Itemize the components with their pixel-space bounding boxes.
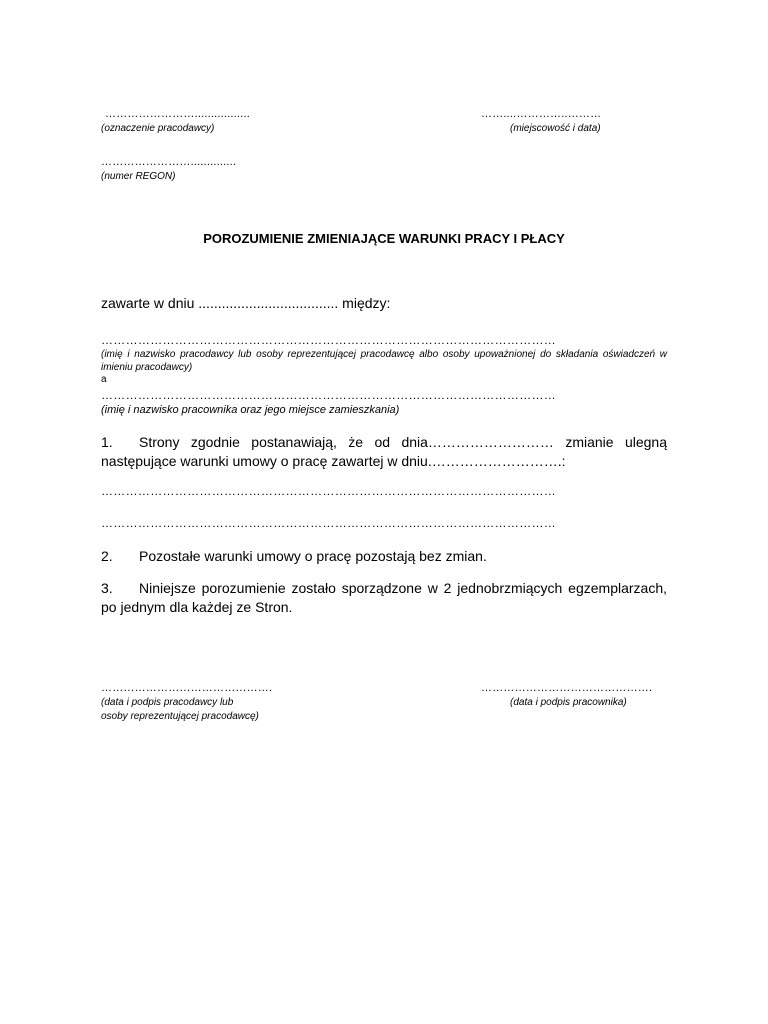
employee-name-caption: (imię i nazwisko pracownika oraz jego miejsce zamieszkania) xyxy=(101,404,400,416)
concluded-date-line: zawarte w dniu .................................... między: xyxy=(101,295,391,311)
blank-line-2: ………………………………………………………………………………………………… xyxy=(101,516,557,530)
employer-designation-dots: ……………………................. xyxy=(105,108,250,120)
employer-signature-dots: ………………………………………. xyxy=(101,682,273,694)
employer-name-dots: ………………………………………………………………………………………………… xyxy=(101,333,557,347)
point-3-text: Niniejsze porozumienie zostało sporządzone w 2 jednobrzmiących egzemplarzach, po jednym dla każdej ze Stron. xyxy=(101,580,667,615)
regon-caption: (numer REGON) xyxy=(101,171,176,182)
place-date-caption: (miejscowość i data) xyxy=(510,123,601,134)
place-date-dots: ……....…………..……… xyxy=(481,108,602,120)
point-1-number: 1. xyxy=(101,434,113,450)
point-3 xyxy=(101,579,667,617)
employee-signature-dots: ………………………………………. xyxy=(481,682,653,694)
employer-designation-caption: (oznaczenie pracodawcy) xyxy=(101,123,215,134)
point-2-number: 2. xyxy=(101,548,113,564)
point-2-text: Pozostałe warunki umowy o pracę pozostają bez zmian. xyxy=(139,548,487,564)
employer-signature-caption-line1: (data i podpis pracodawcy lub xyxy=(101,697,234,708)
employer-name-caption: (imię i nazwisko pracodawcy lub osoby reprezentującej pracodawcę albo osoby upoważnionej do składania oświadczeń w imieniu pracodawcy) xyxy=(101,349,667,373)
point-1-text: Strony zgodnie postanawiają, że od dnia……………………… zmianie ulegną następujące warunki umowy o pracę zawartej w dniu.……………………….: xyxy=(101,434,667,469)
blank-line-1: ………………………………………………………………………………………………… xyxy=(101,484,557,498)
and-label: a xyxy=(101,374,107,385)
employee-signature-caption: (data i podpis pracownika) xyxy=(510,697,627,708)
point-2 xyxy=(101,547,667,566)
regon-dots: …………………….............. xyxy=(101,156,237,168)
employer-signature-caption-line2: osoby reprezentującej pracodawcę) xyxy=(101,711,259,722)
point-3-number: 3. xyxy=(101,580,113,596)
employee-name-dots: ………………………………………………………………………………………………… xyxy=(101,388,557,402)
point-1 xyxy=(101,433,667,471)
document-title: POROZUMIENIE ZMIENIAJĄCE WARUNKI PRACY I PŁACY xyxy=(203,231,565,246)
